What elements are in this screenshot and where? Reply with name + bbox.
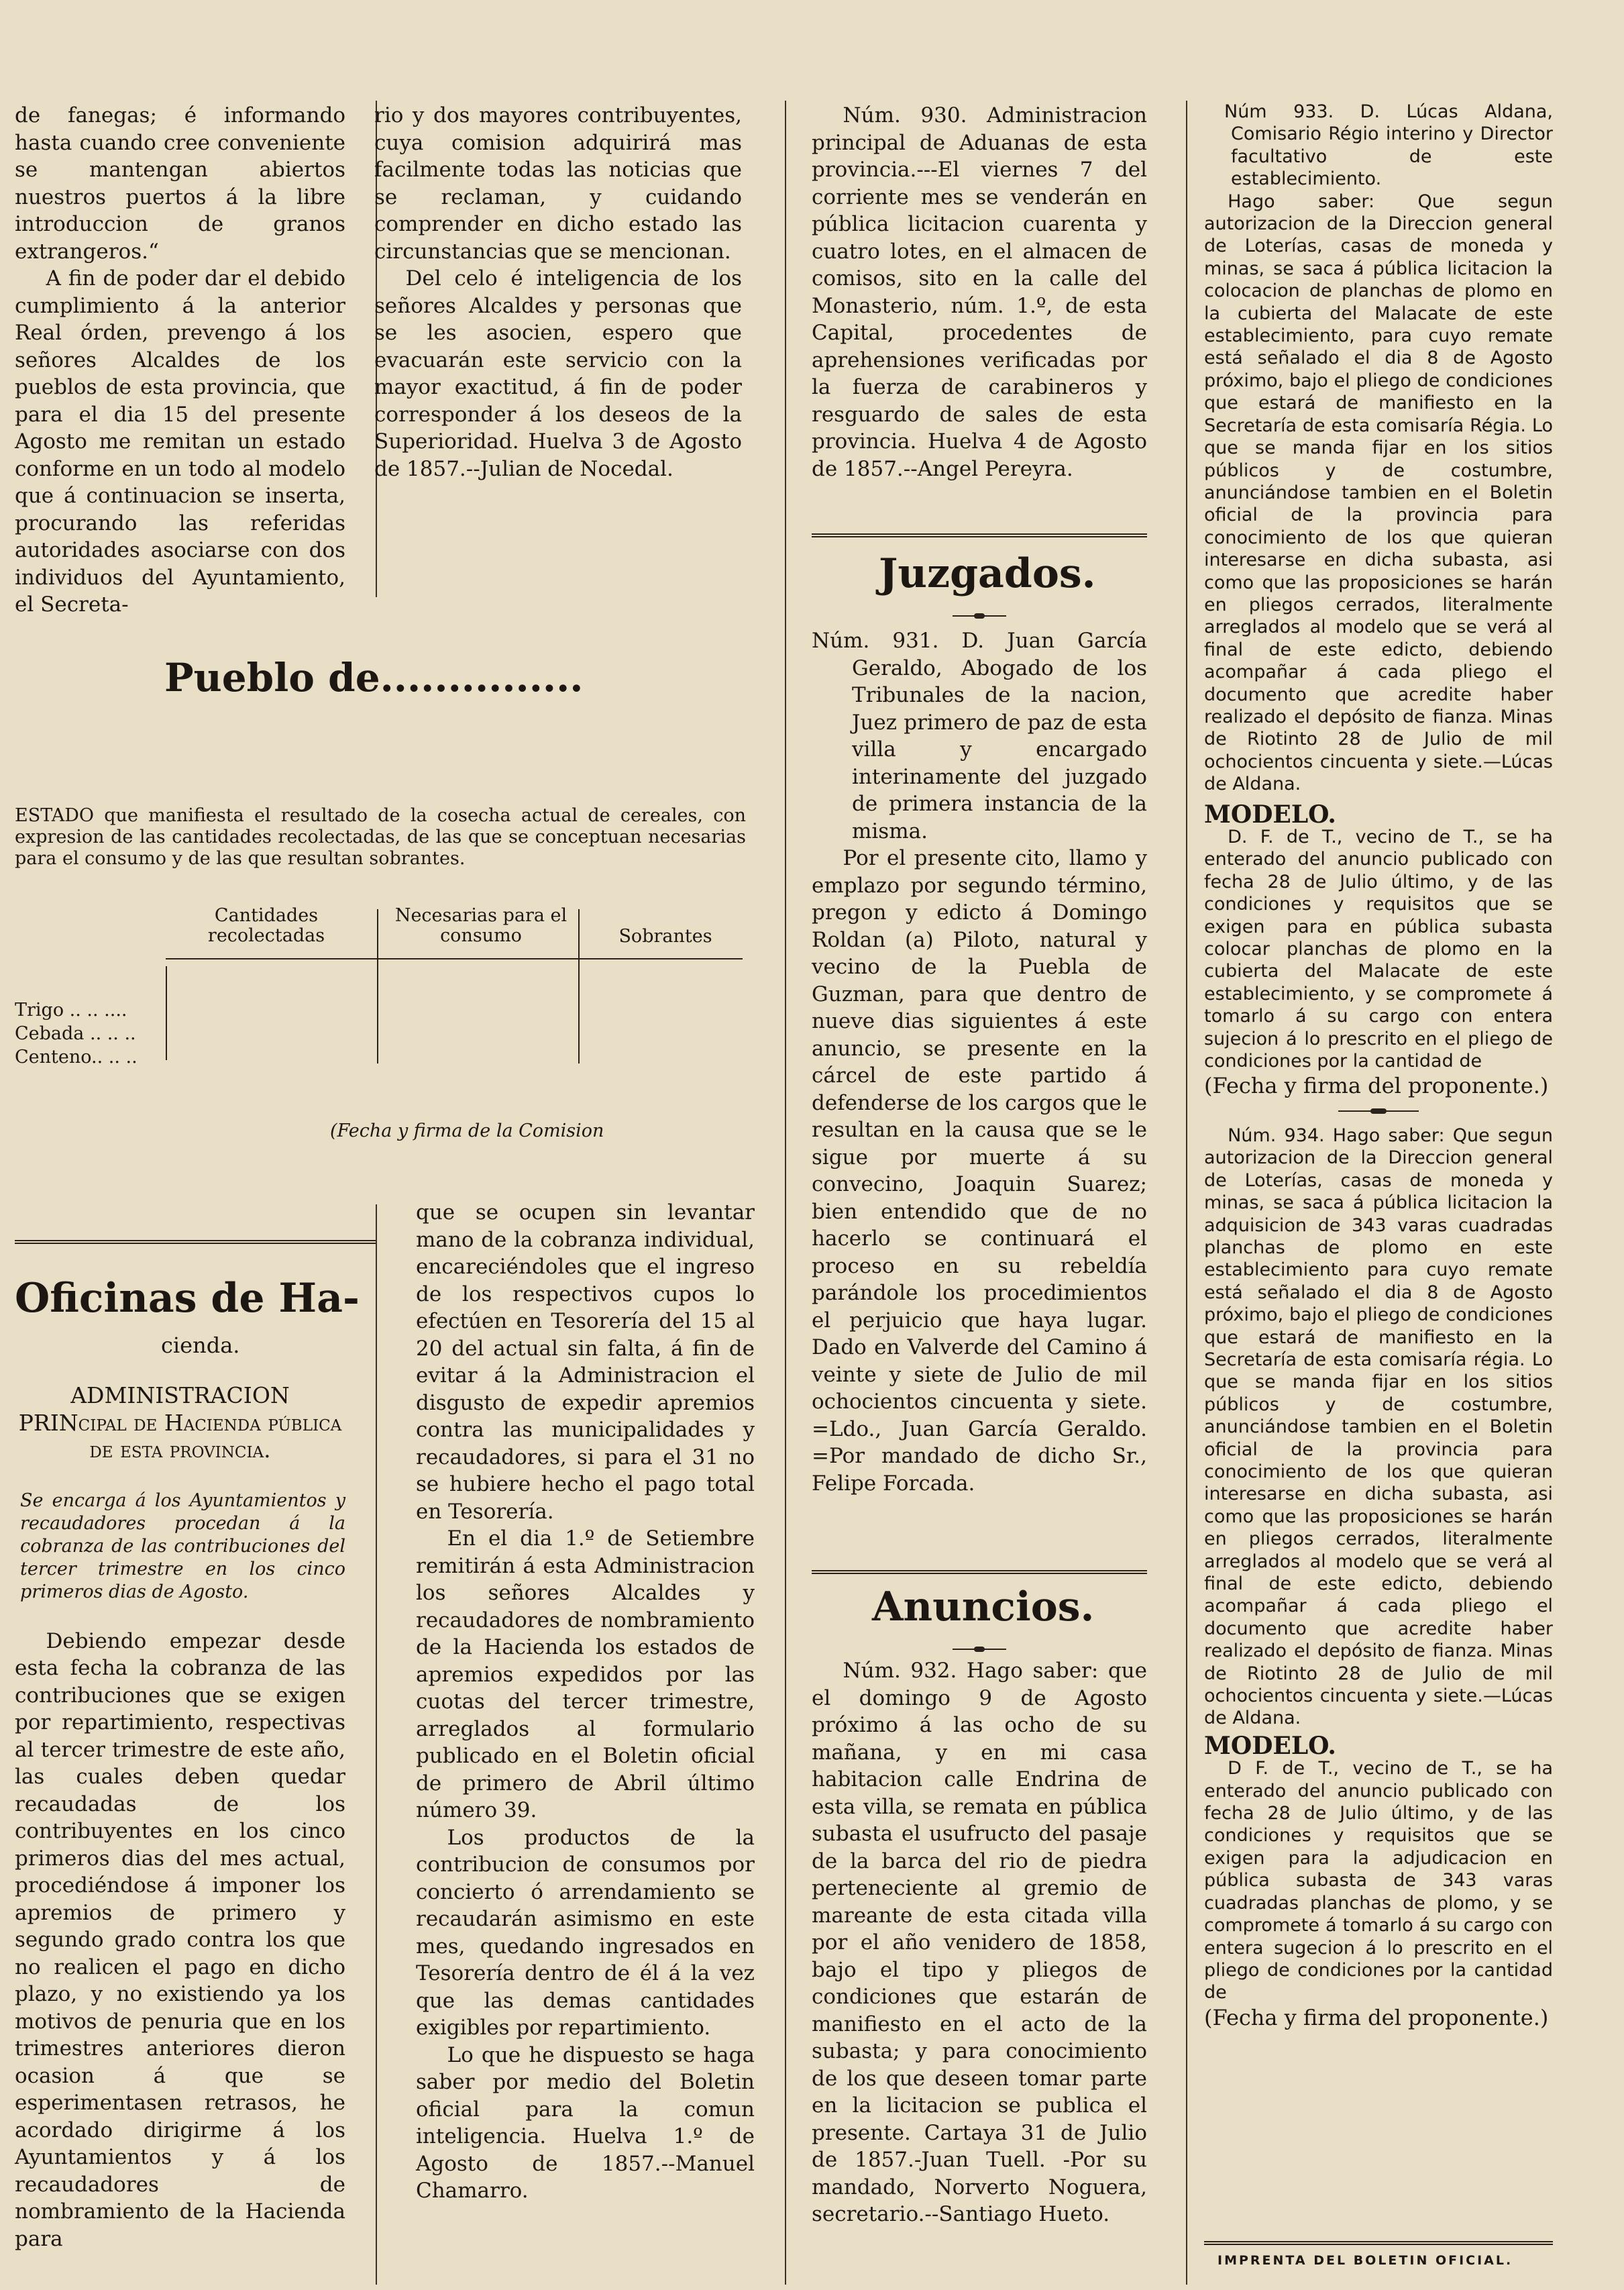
col1-continuation: de fanegas; é informando hasta cuando cree conveniente se mantengan abiertos nuestros puertos á la libre introduccion de granos extrangeros.“ xyxy=(15,103,345,264)
oficinas-heading-line2: cienda. xyxy=(161,1333,240,1358)
col4-text xyxy=(1204,101,1553,2032)
col2-bottom-text xyxy=(416,1199,755,2205)
oficinas-paragraph: Debiendo empezar desde esta fecha la cobranza de las contribuciones que se exigen por repartimiento, respectivas al tercer trimestre de este año, las cuales deben quedar recaudadas de los contribuyentes en los cinco primeros dias del mes actual, procediéndose á imponer los apremios de primero y segundo grado contra los que no realicen el pago en dicho plazo, y no existiendo ya los motivos de penuria que en los trimestres anteriores dieron ocasion á que se esperimentasen retrasos, he acordado dirigirme á los Ayuntamientos y á los recaudadores de nombramiento de la Hacienda para xyxy=(15,1628,345,2251)
section-separator xyxy=(812,533,1147,537)
col2-paragraph: Del celo é inteligencia de los señores Alcaldes y personas que se les asocien, espero que evacuarán este servicio con la mayor exactitud, á fin de poder corresponder á los deseos de la Superioridad. Huelva 3 de Agosto de 1857.--Julian de Nocedal. xyxy=(374,266,742,481)
col2-bottom-para4: Lo que he dispuesto se haga saber por medio del Boletin oficial para la comun inteligencia. Huelva 1.º de Agosto de 1857.--Manuel Chamarro. xyxy=(416,2042,755,2203)
table-header-sobrantes: Sobrantes xyxy=(618,926,712,947)
table-header-line xyxy=(166,958,743,959)
oficinas-heading xyxy=(15,1275,377,1322)
modelo-heading: MODELO. xyxy=(1204,800,1336,829)
table-row: Cebada .. .. .. xyxy=(15,1023,136,1044)
imprenta-footer: IMPRENTA DEL BOLETIN OFICIAL. xyxy=(1217,2253,1513,2268)
notice-932: Núm. 932. Hago saber: que el domingo 9 de Agosto próximo á las ocho de su mañana, y en mi casa habitacion calle Endrina de esta villa, se remata en pública subasta el usufructo del pasaje de la barca del rio de piedra perteneciente al gremio de mareante de esta citada villa por el año venidero de 1858, bajo el tipo y pliegos de condiciones que estarán de manifiesto en el acto de la subasta; y para conocimiento de los que deseen tomar parte en la licitacion se publica el presente. Cartaya 31 de Julio de 1857.-Juan Tuell. -Por su mandado, Norverto Noguera, secretario.--Santiago Hueto. xyxy=(812,1659,1147,2226)
section-separator xyxy=(812,1570,1147,1574)
modelo-heading: MODELO. xyxy=(1204,1731,1336,1760)
ornament-divider xyxy=(1338,1107,1419,1115)
section-separator xyxy=(1204,2241,1553,2245)
pueblo-heading: Pueblo de............... xyxy=(164,655,584,700)
modelo-body: D. F. de T., vecino de T., se ha enterado del anuncio publicado con fecha 28 de Julio último, y de las condiciones y requisitos que se exigen para en pública subasta colocar planchas de plomo en la cubierta del Malacate de este establecimiento, y se compromete á tomarlo á su cargo con entera sujecion á lo prescrito en el pliego de condiciones por la cantidad de xyxy=(1204,827,1553,1072)
juzgados-heading: Juzgados. xyxy=(879,550,1096,597)
column-divider xyxy=(376,1204,377,2285)
ornament-divider xyxy=(953,612,1006,620)
fecha-firma: (Fecha y firma del proponente.) xyxy=(1204,1073,1549,1099)
col2-bottom-para2: En el dia 1.º de Setiembre remitirán á esta Administracion los señores Alcaldes y recaudadores de nombramiento de la Hacienda los estados de apremios expedidos por las cuotas del tercer trimestre, arreglados al formulario publicado en el Boletin oficial de primero de Abril último número 39. xyxy=(416,1526,755,1822)
table-row: Centeno.. .. .. xyxy=(15,1047,138,1068)
ornament-divider xyxy=(953,1645,1006,1653)
column-divider xyxy=(785,101,786,2285)
fecha-firma: (Fecha y firma del proponente.) xyxy=(1204,2004,1549,2030)
table-header-cantidades: Cantidades recolectadas xyxy=(207,905,325,946)
col1-top-text xyxy=(15,102,345,619)
table-footer: (Fecha y firma de la Comision xyxy=(330,1121,604,1141)
estado-description: ESTADO que manifiesta el resultado de la cosecha actual de cereales, con expresion de las cantidades recolectadas, de las que se conceptuan necesarias para el consumo y de las que resultan sobrantes. xyxy=(15,805,746,869)
table-vline xyxy=(377,909,378,1063)
notice-934: Núm. 934. Hago saber: Que segun autorizacion de la Direccion general de Loterías, casas de moneda y minas, se saca á pública licitacion la adquisicion de 343 varas cuadradas planchas de plomo en este establecimiento para cuyo remate está señalado el dia 8 de Agosto próximo, bajo el pliego de condiciones que estará de manifiesto en la Secretaría de esta comisaría régia. Lo que se manda fijar en los sitios públicos y de costumbre, anunciándose tambien en el Boletin oficial de la provincia para conocimiento de los que quieran interesarse en dicha subasta, asi como que las proposiciones se harán en pliegos cerrados, literalmente arreglados al modelo que se verá al final de este edicto, debiendo acompañar á cada pliego el documento que acredite haber realizado el depósito de fianza. Minas de Riotinto 28 de Julio de mil ochocientos cincuenta y siete.—Lúcas de Aldana. xyxy=(1204,1125,1553,1729)
col2-bottom-para1: que se ocupen sin levantar mano de la cobranza individual, encareciéndoles que el ingreso de los respectivos cupos lo efectúen en Tesorería del 15 al 20 del actual sin falta, á fin de evitar á la Administracion el disgusto de expedir apremios contra las municipalidades y recaudadores, si para el 31 no se hubiere hecho el pago total en Tesorería. xyxy=(416,1200,755,1524)
col1-paragraph: A fin de poder dar el debido cumplimiento á la anterior Real órden, prevengo á los señores Alcaldes de los pueblos de esta provincia, que para el dia 15 del presente Agosto me remitan un estado conforme en un todo al modelo que á continuacion se inserta, procurando las referidas autoridades asociarse con dos individuos del Ayuntamiento, el Secreta- xyxy=(15,266,345,617)
oficinas-summary: Se encarga á los Ayuntamientos y recaudadores procedan á la cobranza de las contribuciones del tercer trimestre en los cinco primeros dias de Agosto. xyxy=(20,1490,345,1602)
col2-top-text xyxy=(374,102,742,482)
notice-931-head: Núm. 931. D. Juan García Geraldo, Abogado de los Tribunales de la nacion, Juez primero de paz de esta villa y encargado interinamente del juzgado de primera instancia de la misma. xyxy=(812,629,1147,843)
col3-anuncios-text xyxy=(812,1657,1147,2228)
notice-930: Núm. 930. Administracion principal de Aduanas de esta provincia.---El viernes 7 del corriente mes se venderán en pública licitacion cuarenta y cuatro lotes, en el almacen de comisos, sito en la calle del Monasterio, núm. 1.º, de esta Capital, procedentes de aprehensiones verificadas por la fuerza de carabineros y resguardo de sales de esta provincia. Huelva 4 de Agosto de 1857.--Angel Pereyra. xyxy=(812,103,1147,481)
notice-933-head: Núm 933. D. Lúcas Aldana, Comisario Régio interino y Director facultativo de este establecimiento. xyxy=(1224,101,1553,190)
oficinas-text xyxy=(15,1382,345,2252)
section-separator xyxy=(15,1240,377,1244)
notice-933-body: Hago saber: Que segun autorizacion de la Direccion general de Loterías, casas de moneda y minas, se saca á pública licitacion la colocacion de planchas de plomo en la cubierta del Malacate de este establecimiento, para cuyo remate está señalado el dia 8 de Agosto próximo, bajo el pliego de condiciones que estará de manifiesto en la Secretaría de esta comisaría Régia. Lo que se manda fijar en los sitios públicos y de costumbre, anunciándose tambien en el Boletin oficial de la provincia para conocimiento de los que quieran interesarse en dicha subasta, asi como que las proposiciones se harán en pliegos cerrados, literalmente arreglados al modelo que se verá al final de este edicto, debiendo acompañar á cada pliego el documento que acredite haber realizado el depósito de fianza. Minas de Riotinto 28 de Julio de mil ochocientos cincuenta y siete.—Lúcas de Aldana. xyxy=(1204,191,1553,795)
col2-continuation: rio y dos mayores contribuyentes, cuya comision adquirirá mas facilmente todas las noticias que se reclaman, y cuidando comprender en dicho estado las circunstancias que se mencionan. xyxy=(374,103,742,264)
modelo-body: D F. de T., vecino de T., se ha enterado del anuncio publicado con fecha 28 de Julio último, y de las condiciones y requisitos que se exigen para la adjudicacion en pública subasta de 343 varas cuadradas planchas de plomo, y se compromete á tomarlo á su cargo con entera sugecion á lo prescrito en el pliego de condiciones por la cantidad de xyxy=(1204,1758,1553,2003)
column-divider xyxy=(1186,101,1187,2285)
table-row: Trigo .. .. .... xyxy=(15,1000,127,1021)
oficinas-subheading: ADMINISTRACION PRINcipal de Hacienda pública de esta provincia. xyxy=(18,1382,342,1463)
col3-text xyxy=(812,102,1147,482)
oficinas-heading-line1: Oficinas de Ha- xyxy=(15,1275,360,1322)
col3-juzgados-text xyxy=(812,627,1147,1497)
table-header-necesarias: Necesarias para el consumo xyxy=(394,905,567,946)
estado-table xyxy=(15,899,746,1141)
col2-bottom-para3: Los productos de la contribucion de consumos por concierto ó arrendamiento se recaudarán asimismo en este mes, quedando ingresados en Tesorería dentro de él á la vez que las demas cantidades exigibles por repartimiento. xyxy=(416,1825,755,2040)
estado-text xyxy=(15,805,746,870)
anuncios-heading: Anuncios. xyxy=(872,1583,1095,1630)
table-vline xyxy=(578,909,580,1063)
table-vline xyxy=(166,966,167,1060)
notice-931-body: Por el presente cito, llamo y emplazo por segundo término, pregon y edicto á Domingo Roldan (a) Piloto, natural y vecino de la Puebla de Guzman, para que dentro de nueve dias siguientes á este anuncio, se presente en la cárcel de este partido á defenderse de los cargos que le resultan en la causa que se le sigue por muerte á su convecino, Joaquin Suarez; bien entendido que de no hacerlo se continuará el proceso en su rebeldía parándole los procedimientos el perjuicio que haya lugar. Dado en Valverde del Camino á veinte y siete de Julio de mil ochocientos cincuenta y siete. =Ldo., Juan García Geraldo. =Por mandado de dicho Sr., Felipe Forcada. xyxy=(812,846,1147,1496)
